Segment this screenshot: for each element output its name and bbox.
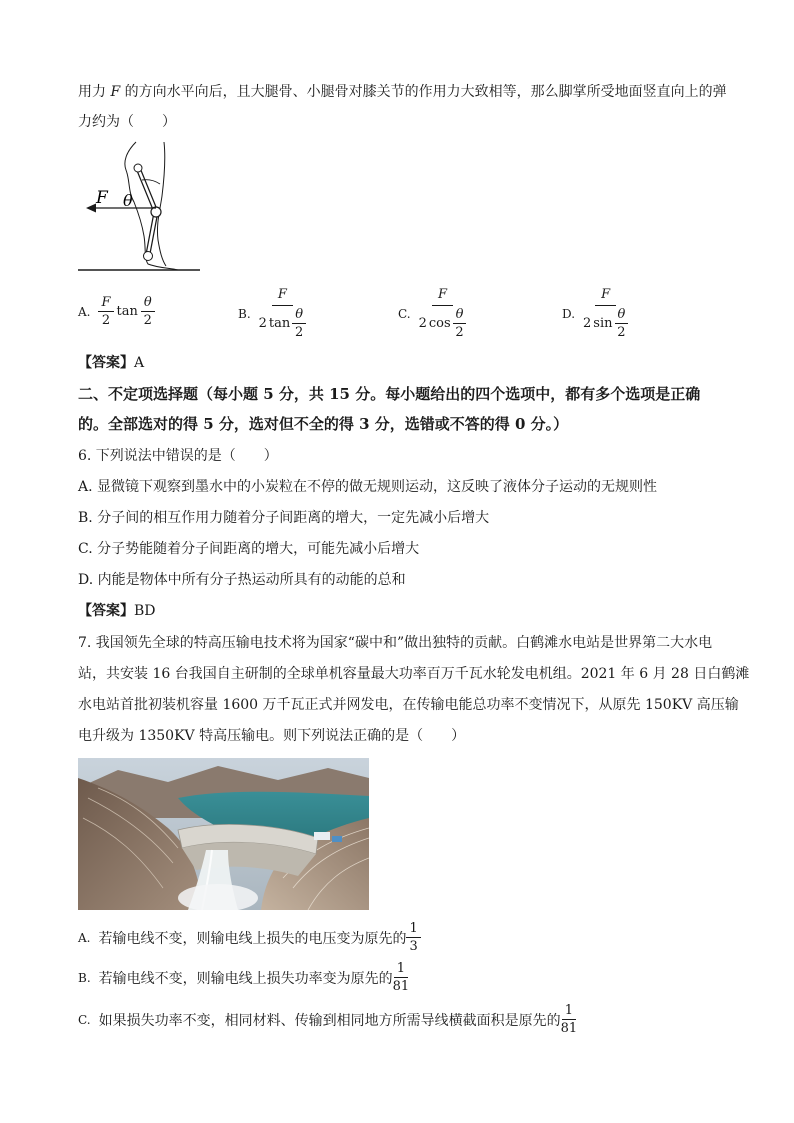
q6-option-c: C. 分子势能随着分子间距离的增大，可能先减小后增大 bbox=[78, 541, 420, 557]
hip-joint bbox=[134, 164, 142, 172]
q5-text-line2: 力约为（ ） bbox=[78, 114, 176, 130]
option-text: 若输电线不变，则输电线上损失的电压变为原先的 bbox=[98, 930, 407, 947]
option-letter: C. bbox=[78, 1012, 91, 1027]
q5-text-part-a: 用力 bbox=[78, 84, 111, 100]
q6-option-b: B. 分子间的相互作用力随着分子间距离的增大，一定先减小后增大 bbox=[78, 510, 490, 526]
option-letter: B. bbox=[238, 306, 251, 321]
force-label: F bbox=[96, 188, 108, 208]
q6-stem: 6. 下列说法中错误的是（ ） bbox=[78, 448, 278, 464]
leg-force-diagram bbox=[78, 140, 202, 274]
q6-option-d: D. 内能是物体中所有分子热运动所具有的动能的总和 bbox=[78, 572, 406, 588]
fraction-value: $\frac{1}{81}$ bbox=[560, 1003, 578, 1036]
q5-option-c bbox=[398, 288, 466, 339]
option-letter: A. bbox=[78, 930, 91, 945]
q6-answer bbox=[78, 601, 156, 621]
q5-option-d bbox=[562, 288, 628, 339]
section2-heading-line2: 的。全部选对的得 5 分，选对但不全的得 3 分，选错或不答的得 0 分。） bbox=[78, 415, 569, 433]
option-letter: A. bbox=[78, 304, 91, 319]
trig-func: tan bbox=[116, 304, 138, 319]
answer-label: 【答案】 bbox=[78, 355, 134, 371]
q6-option-a: A. 显微镜下观察到墨水中的小炭粒在不停的做无规则运动，这反映了液体分子运动的无规则性 bbox=[78, 479, 658, 495]
fraction-main: F 2 cos $\frac{\theta}{2}$ bbox=[419, 288, 467, 339]
answer-value: BD bbox=[134, 603, 156, 619]
force-arrow-head-icon bbox=[86, 204, 96, 213]
q5-option-b bbox=[238, 288, 306, 339]
leg-outline-front bbox=[157, 142, 166, 266]
q5-answer bbox=[78, 353, 144, 373]
option-text: 若输电线不变，则输电线上损失功率变为原先的 bbox=[98, 970, 393, 987]
answer-value: A bbox=[134, 355, 145, 371]
q7-stem-line3: 水电站首批初装机容量 1600 万千瓦正式并网发电，在传输电能总功率不变情况下，从原先 150KV 高压输 bbox=[78, 697, 739, 713]
q7-stem-line2: 站，共安装 16 台我国自主研制的全球单机容量最大功率百万千瓦水轮发电机组。2021 年 6 月 28 日白鹤滩 bbox=[78, 666, 750, 682]
q7-stem-line1: 7. 我国领先全球的特高压输电技术将为国家“碳中和”做出独特的贡献。白鹤滩水电站是世界第二大水电 bbox=[78, 635, 713, 651]
angle-label: θ bbox=[123, 191, 133, 210]
fraction-f-over-2: $\frac{F}{2}$ bbox=[98, 296, 113, 327]
q7-option-a bbox=[78, 922, 421, 953]
option-letter: C. bbox=[398, 306, 411, 321]
q5-option-a bbox=[78, 296, 155, 327]
option-letter: D. bbox=[562, 306, 576, 321]
fraction-main: F 2 tan $\frac{\theta}{2}$ bbox=[259, 288, 306, 339]
q7-option-b bbox=[78, 962, 409, 993]
dam-photo bbox=[78, 758, 369, 910]
section2-heading-line1: 二、不定项选择题（每小题 5 分，共 15 分。每小题给出的四个选项中，都有多个选项是正确 bbox=[78, 385, 701, 403]
q5-text-part-b: 的方向水平向后，且大腿骨、小腿骨对膝关节的作用力大致相等，那么脚掌所受地面竖直向上的弹 bbox=[120, 84, 727, 100]
ankle-joint bbox=[144, 252, 153, 261]
fraction-main: F 2 sin $\frac{\theta}{2}$ bbox=[583, 288, 628, 339]
option-text: 如果损失功率不变，相同材料、传输到相同地方所需导线横截面积是原先的 bbox=[98, 1012, 561, 1029]
q5-text-line1 bbox=[78, 82, 727, 102]
force-symbol: F bbox=[110, 84, 121, 100]
option-letter: B. bbox=[78, 970, 91, 985]
fraction-theta-over-2: $\frac{\theta}{2}$ bbox=[141, 296, 155, 327]
q7-stem-line4: 电升级为 1350KV 特高压输电。则下列说法正确的是（ ） bbox=[78, 728, 466, 744]
fraction-value: $\frac{1}{81}$ bbox=[392, 961, 410, 994]
shin-bone-inner bbox=[148, 212, 156, 254]
fraction-value: $\frac{1}{3}$ bbox=[406, 922, 420, 953]
q7-option-c bbox=[78, 1004, 577, 1035]
thigh-bone-inner bbox=[138, 168, 156, 212]
answer-label: 【答案】 bbox=[78, 603, 134, 619]
